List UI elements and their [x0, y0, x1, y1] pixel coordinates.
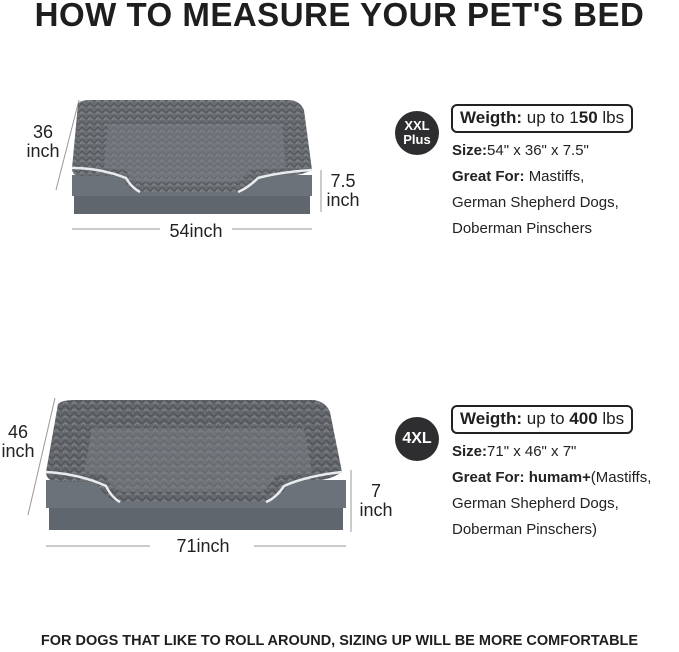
footer-note: FOR DOGS THAT LIKE TO ROLL AROUND, SIZING UP WILL BE MORE COMFORTABLE [40, 633, 639, 649]
width-label: 54inch [169, 221, 223, 241]
weight-box [451, 104, 633, 133]
height-unit: inch [359, 500, 393, 520]
weight-prefix: up to 1 [526, 108, 579, 127]
badge-line2: Plus [403, 132, 431, 147]
great-for-key: Great For: [452, 469, 525, 486]
great-for-value-rest: (Mastiffs, [590, 469, 652, 486]
depth-label [24, 123, 62, 161]
size-value: 54" x 36" x 7.5" [487, 142, 589, 159]
weight-box [451, 405, 633, 434]
bed-section-4xl [0, 320, 679, 632]
page-title: HOW TO MEASURE YOUR PET'S BED [34, 0, 645, 33]
bed-info [452, 439, 651, 543]
height-label [322, 172, 364, 210]
weight-key: Weigth: [460, 409, 523, 428]
depth-unit: inch [26, 141, 60, 161]
weight-number: 50 [578, 108, 598, 127]
great-for-line3: Doberman Pinschers) [452, 521, 598, 538]
bed-section-xxl-plus [0, 0, 679, 320]
great-for-key: Great For: [452, 168, 525, 185]
weight-key: Weigth: [460, 108, 523, 127]
height-value: 7.5 [330, 171, 356, 191]
size-value: 71" x 46" x 7" [487, 443, 577, 460]
height-value: 7 [370, 481, 381, 501]
size-key: Size: [452, 443, 488, 460]
size-badge-4xl [395, 417, 439, 461]
height-unit: inch [326, 190, 360, 210]
great-for-value: humam+ [528, 469, 591, 486]
width-label: 71inch [176, 536, 230, 556]
bed-info [452, 138, 619, 242]
weight-unit: lbs [602, 409, 625, 428]
depth-label [0, 423, 36, 461]
size-key: Size: [452, 142, 488, 159]
height-label [354, 482, 398, 520]
size-badge-xxl-plus [395, 111, 439, 155]
great-for-value: Mastiffs, [528, 168, 585, 185]
great-for-line2: German Shepherd Dogs, [452, 194, 619, 211]
great-for-line2: German Shepherd Dogs, [452, 495, 619, 512]
weight-prefix: up to [526, 409, 565, 428]
weight-number: 400 [569, 409, 598, 428]
great-for-line3: Doberman Pinschers [452, 220, 593, 237]
badge-line1: XXL [404, 118, 430, 133]
depth-value: 36 [32, 122, 54, 142]
depth-value: 46 [7, 422, 29, 442]
depth-unit: inch [1, 441, 35, 461]
badge-line1: 4XL [402, 430, 432, 447]
weight-unit: lbs [602, 108, 625, 127]
